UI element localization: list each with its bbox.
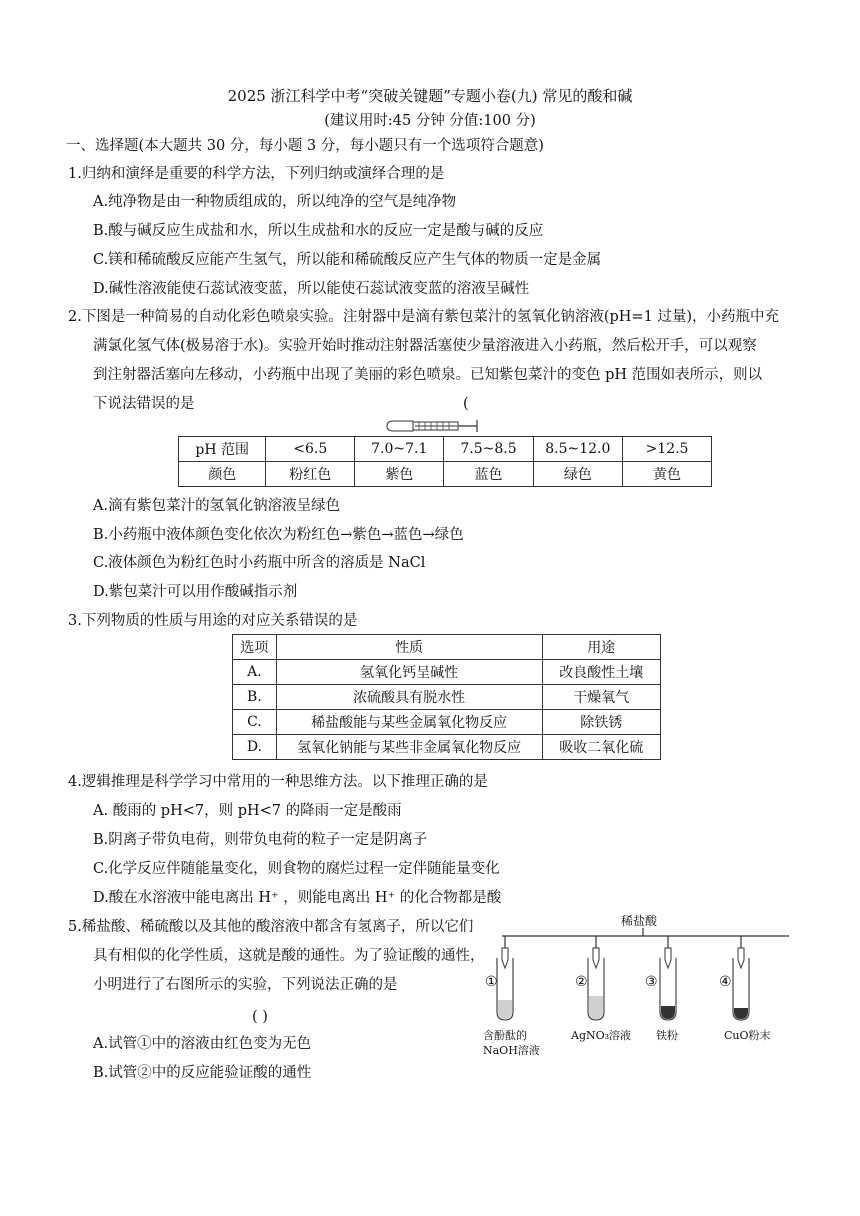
- property-use-table: [232, 634, 661, 760]
- question-4-option-c: C.化学反应伴随能量变化，则食物的腐烂过程一定伴随能量变化: [93, 861, 500, 877]
- question-1-option-c: C.镁和稀硫酸反应能产生氢气，所以能和稀硫酸反应产生气体的物质一定是金属: [93, 252, 602, 268]
- tube-1-label-line-1: 含酚酞的: [483, 1029, 527, 1042]
- page-title: 2025 浙江科学中考“突破关键题”专题小卷(九) 常见的酸和碱: [227, 87, 633, 105]
- question-4-option-a: A. 酸雨的 pH<7，则 pH<7 的降雨一定是酸雨: [93, 803, 402, 819]
- question-5-stem-line-3: 小明进行了右图所示的实验，下列说法正确的是: [93, 977, 398, 993]
- ph-color-table: [178, 436, 712, 487]
- tube-3-number: ③: [645, 974, 658, 990]
- syringe-figure: [385, 418, 485, 434]
- table-header-cell: 用途: [542, 635, 660, 660]
- table-cell: C.: [233, 710, 277, 735]
- tube-2-number: ②: [575, 974, 588, 990]
- question-5-stem-line-1: 5.稀盐酸、稀硫酸以及其他的酸溶液中都含有氢离子，所以它们: [68, 919, 474, 935]
- tube-3-label: 铁粉: [656, 1029, 678, 1042]
- table-cell: B.: [233, 685, 277, 710]
- table-cell: 8.5~12.0: [533, 437, 622, 462]
- table-cell: 干燥氧气: [542, 685, 660, 710]
- table-cell: 稀盐酸能与某些金属氧化物反应: [276, 710, 542, 735]
- table-header-row: [233, 635, 661, 660]
- table-cell: 浓硫酸具有脱水性: [276, 685, 542, 710]
- question-2-option-c: C.液体颜色为粉红色时小药瓶中所含的溶质是 NaCl: [93, 555, 426, 571]
- question-1-option-b: B.酸与碱反应生成盐和水，所以生成盐和水的反应一定是酸与碱的反应: [93, 223, 544, 239]
- question-2-stem-line-2: 满氯化氢气体(极易溶于水)。实验开始时推动注射器活塞使少量溶液进入小药瓶，然后松开手，可以观察: [93, 338, 757, 354]
- section-heading: 一、选择题(本大题共 30 分，每小题 3 分，每小题只有一个选项符合题意): [66, 138, 544, 154]
- tube-1-number: ①: [485, 974, 498, 990]
- question-2-stem-line-3: 到注射器活塞向左移动，小药瓶中出现了美丽的彩色喷泉。已知紫包菜汁的变色 pH 范围如表所示，则以: [93, 367, 763, 383]
- table-cell: 黄色: [623, 462, 712, 487]
- table-cell: 粉红色: [266, 462, 355, 487]
- tube-2-label: AgNO₃溶液: [571, 1029, 632, 1042]
- question-5-option-b: B.试管②中的反应能验证酸的通性: [93, 1065, 312, 1081]
- question-1-option-d: D.碱性溶液能使石蕊试液变蓝，所以能使石蕊试液变蓝的溶液呈碱性: [93, 281, 530, 297]
- table-cell: <6.5: [266, 437, 355, 462]
- page-subtitle: (建议用时:45 分钟 分值:100 分): [324, 113, 536, 129]
- table-row: [233, 735, 661, 760]
- table-cell: 改良酸性土壤: [542, 660, 660, 685]
- question-1-stem: 1.归纳和演绎是重要的科学方法，下列归纳或演绎合理的是: [68, 166, 445, 182]
- table-cell: 吸收二氧化硫: [542, 735, 660, 760]
- question-2-option-d: D.紫包菜汁可以用作酸碱指示剂: [93, 584, 298, 600]
- question-4-stem: 4.逻辑推理是科学学习中常用的一种思维方法。以下推理正确的是: [68, 774, 488, 790]
- question-5-stem-line-2: 具有相似的化学性质，这就是酸的通性。为了验证酸的通性，: [93, 948, 485, 964]
- table-cell: A.: [233, 660, 277, 685]
- table-cell: 7.0~7.1: [355, 437, 444, 462]
- table-cell: 氢氧化钠能与某些非金属氧化物反应: [276, 735, 542, 760]
- table-cell: 紫色: [355, 462, 444, 487]
- table-cell: 绿色: [533, 462, 622, 487]
- tube-1-label-line-2: NaOH溶液: [483, 1044, 540, 1057]
- table-header-cell: 选项: [233, 635, 277, 660]
- table-cell: 7.5~8.5: [444, 437, 533, 462]
- question-3-stem: 3.下列物质的性质与用途的对应关系错误的是: [68, 613, 358, 629]
- question-4-option-d: D.酸在水溶液中能电离出 H⁺ ，则能电离出 H⁺ 的化合物都是酸: [93, 890, 502, 906]
- question-2-option-a: A.滴有紫包菜汁的氢氧化钠溶液呈绿色: [93, 498, 341, 514]
- question-2-answer-bracket: (: [463, 396, 469, 412]
- question-1-option-a: A.纯净物是由一种物质组成的，所以纯净的空气是纯净物: [93, 194, 457, 210]
- table-row: [233, 710, 661, 735]
- question-4-option-b: B.阴离子带负电荷，则带负电荷的粒子一定是阴离子: [93, 832, 428, 848]
- table-cell: pH 范围: [179, 437, 266, 462]
- question-2-option-b: B.小药瓶中液体颜色变化依次为粉红色→紫色→蓝色→绿色: [93, 527, 464, 543]
- tube-4-label: CuO粉末: [724, 1029, 771, 1042]
- table-cell: D.: [233, 735, 277, 760]
- table-cell: 氢氧化钙呈碱性: [276, 660, 542, 685]
- tube-4-number: ④: [719, 974, 732, 990]
- question-2-stem-line-1: 2.下图是一种简易的自动化彩色喷泉实验。注射器中是滴有紫包菜汁的氢氧化钠溶液(pH=1 过量)，小药瓶中充: [68, 309, 780, 325]
- ph-range-row: [179, 437, 712, 462]
- table-cell: 除铁锈: [542, 710, 660, 735]
- dilute-hcl-label: 稀盐酸: [621, 914, 658, 928]
- table-cell: >12.5: [623, 437, 712, 462]
- table-row: [233, 660, 661, 685]
- color-row: [179, 462, 712, 487]
- acid-experiment-figure: [483, 910, 793, 1060]
- question-5-option-a: A.试管①中的溶液由红色变为无色: [93, 1036, 312, 1052]
- table-header-cell: 性质: [276, 635, 542, 660]
- question-5-answer-bracket: ( ): [252, 1009, 268, 1025]
- table-cell: 颜色: [179, 462, 266, 487]
- table-cell: 蓝色: [444, 462, 533, 487]
- table-row: [233, 685, 661, 710]
- question-2-stem-line-4: 下说法错误的是: [93, 396, 195, 412]
